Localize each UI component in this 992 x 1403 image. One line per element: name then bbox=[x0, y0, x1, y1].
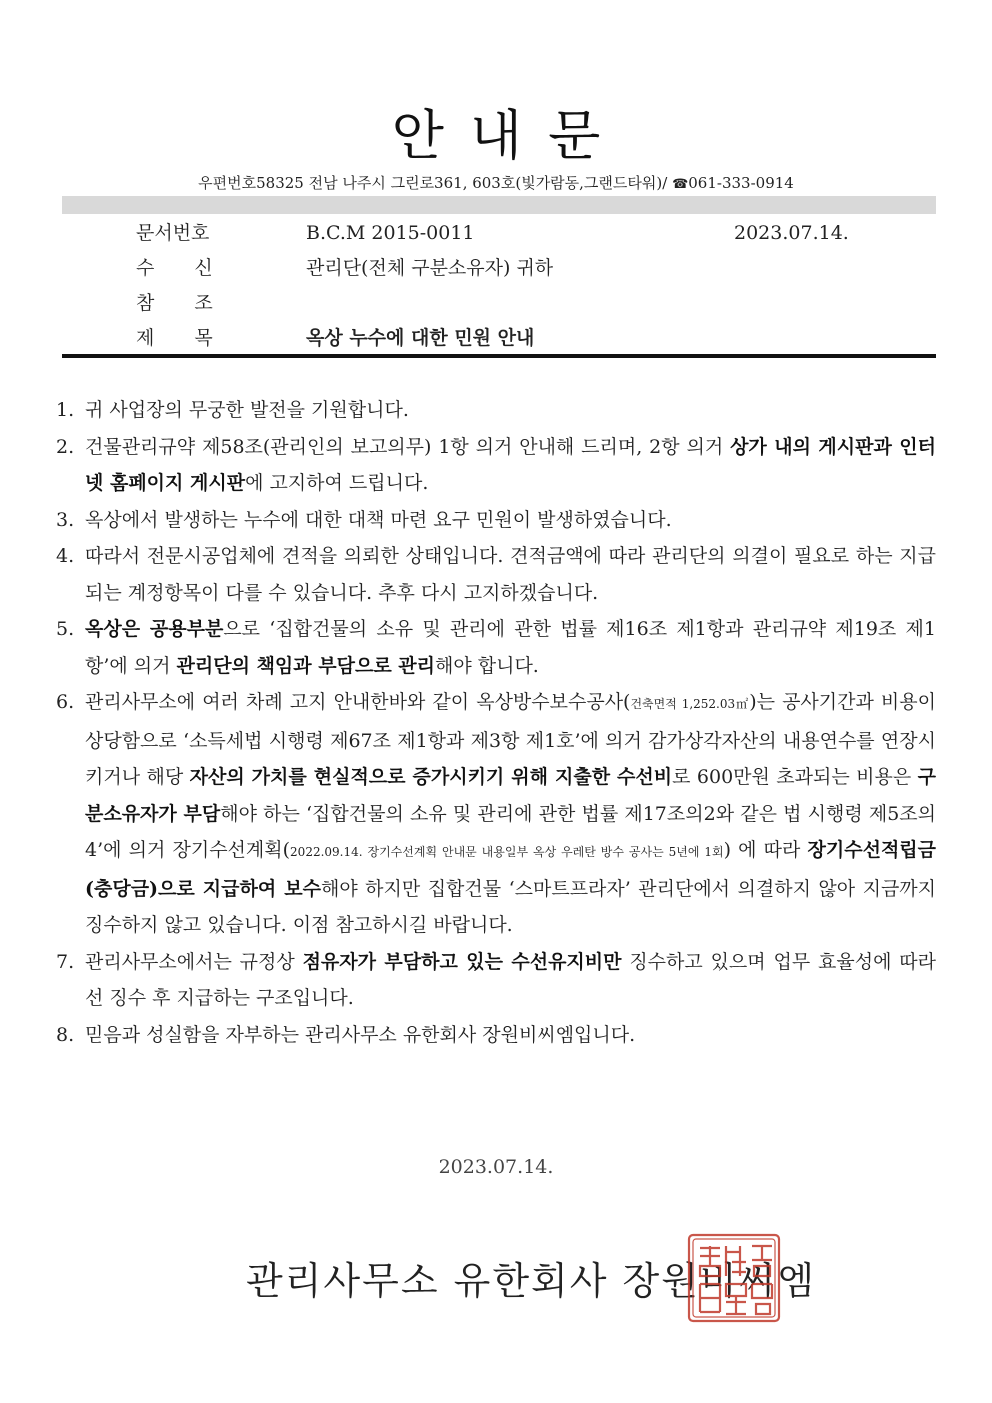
item-text: 해야 하는 ‘집합건물의 소유 및 관리에 관한 법률 제17조의2와 같은 법 시행령 제5조의4’에 의거 장기수선계획( bbox=[85, 802, 937, 861]
item-number: 3. bbox=[56, 508, 75, 531]
doc-date: 2023.07.14. bbox=[734, 222, 849, 244]
emphasis-text: 점유자가 부담하고 있는 수선유지비만 bbox=[302, 950, 622, 973]
notice-item bbox=[56, 502, 936, 539]
notice-item bbox=[56, 611, 936, 684]
item-number: 4. bbox=[56, 545, 75, 567]
item-number: 8. bbox=[56, 1023, 75, 1046]
red-seal-stamp bbox=[686, 1232, 782, 1324]
item-text: )는 공사기간과 비용이 상당함으로 ‘소득세법 시행령 제67조 제1항과 제3항 제1호’에 의거 감가상각자산의 내용연수를 연장시키거나 해당 bbox=[85, 691, 936, 788]
item-number: 5. bbox=[56, 618, 75, 640]
item-number: 7. bbox=[56, 950, 75, 973]
sender-address bbox=[0, 172, 992, 196]
item-text: 해야 합니다. bbox=[435, 654, 539, 677]
item-text: 귀 사업장의 무궁한 발전을 기원합니다. bbox=[85, 399, 409, 421]
item-text: 에 고지하여 드립니다. bbox=[245, 472, 429, 494]
item-text: 징수하고 있으며 업무 효율성에 따라 선 징수 후 지급하는 구조입니다. bbox=[85, 950, 936, 1009]
notice-item bbox=[56, 392, 936, 429]
reference-label: 참조 bbox=[136, 292, 253, 314]
item-text: 관리사무소에서는 규정상 bbox=[85, 950, 303, 973]
header-divider-bar bbox=[62, 196, 936, 214]
item-text: 으로 ‘집합건물의 소유 및 관리에 관한 법률 제16조 제1항과 관리규약 제19조 제1항’에 의거 bbox=[85, 618, 936, 677]
signature-name: 관리사무소 유한회사 장원비씨엠 bbox=[246, 1259, 817, 1303]
item-text: 건축면적 1,252.03㎡ bbox=[630, 697, 750, 711]
item-text: 관리사무소에 여러 차례 고지 안내한바와 같이 옥상방수보수공사( bbox=[85, 691, 631, 713]
recipient-label: 수신 bbox=[136, 257, 253, 279]
emphasis-text: 자산의 가치를 현실적으로 증가시키기 위해 지출한 수선비 bbox=[189, 766, 673, 788]
item-text: 옥상에서 발생하는 누수에 대한 대책 마련 요구 민원이 발생하였습니다. bbox=[85, 508, 672, 531]
item-text: ) 에 따라 bbox=[723, 839, 808, 861]
notice-item bbox=[56, 1017, 936, 1054]
item-text: 건물관리규약 제58조(관리인의 보고의무) 1항 의거 안내해 드리며, 2항 의거 bbox=[85, 435, 731, 458]
emphasis-text: 옥상은 공용부분 bbox=[85, 618, 224, 640]
item-number: 1. bbox=[56, 399, 75, 421]
page-title: 안내문 bbox=[391, 104, 627, 167]
notice-item bbox=[56, 684, 936, 944]
item-text: 로 600만원 초과되는 비용은 bbox=[672, 766, 918, 788]
address-text: 우편번호58325 전남 나주시 그린로361, 603호(빛가람동,그랜드타워)/ bbox=[198, 174, 673, 192]
item-number: 2. bbox=[56, 435, 75, 458]
telephone-icon: ☎ bbox=[672, 177, 689, 192]
item-text: 따라서 전문시공업체에 견적을 의뢰한 상태입니다. 견적금액에 따라 관리단의 의결이 필요로 하는 지급되는 계정항목이 다를 수 있습니다. 추후 다시 고지하겠습니다. bbox=[85, 545, 936, 604]
emphasis-text: 장기수선적립금(충당금)으로 지급하여 보수 bbox=[85, 839, 937, 900]
item-text: 2022.09.14. 장기수선계획 안내문 내용일부 옥상 우레탄 방수 공사는 5년에 1회 bbox=[290, 845, 724, 859]
recipient-value: 관리단(전체 구분소유자) 귀하 bbox=[306, 257, 554, 279]
doc-number-label: 문서번호 bbox=[136, 222, 210, 244]
notice-item bbox=[56, 429, 936, 502]
emphasis-text: 구분소유자가 부담 bbox=[85, 766, 936, 825]
doc-number-value: B.C.M 2015-0011 bbox=[306, 222, 475, 244]
subject-value: 옥상 누수에 대한 민원 안내 bbox=[306, 327, 535, 349]
footer-date: 2023.07.14. bbox=[438, 1156, 554, 1178]
notice-body bbox=[56, 392, 936, 1053]
item-text: 믿음과 성실함을 자부하는 관리사무소 유한회사 장원비씨엠입니다. bbox=[85, 1023, 636, 1046]
emphasis-text: 관리단의 책임과 부담으로 관리 bbox=[176, 654, 435, 677]
item-number: 6. bbox=[56, 691, 75, 713]
notice-item bbox=[56, 944, 936, 1017]
item-text: 해야 하지만 집합건물 ‘스마트프라자’ 관리단에서 의결하지 않아 지금까지 징수하지 않고 있습니다. 이점 참고하시길 바랍니다. bbox=[85, 877, 937, 936]
subject-label: 제목 bbox=[136, 327, 253, 349]
notice-item bbox=[56, 538, 936, 611]
phone-number: 061-333-0914 bbox=[688, 174, 794, 192]
emphasis-text: 상가 내의 게시판과 인터넷 홈페이지 게시판 bbox=[85, 435, 936, 494]
header-rule bbox=[62, 354, 936, 358]
